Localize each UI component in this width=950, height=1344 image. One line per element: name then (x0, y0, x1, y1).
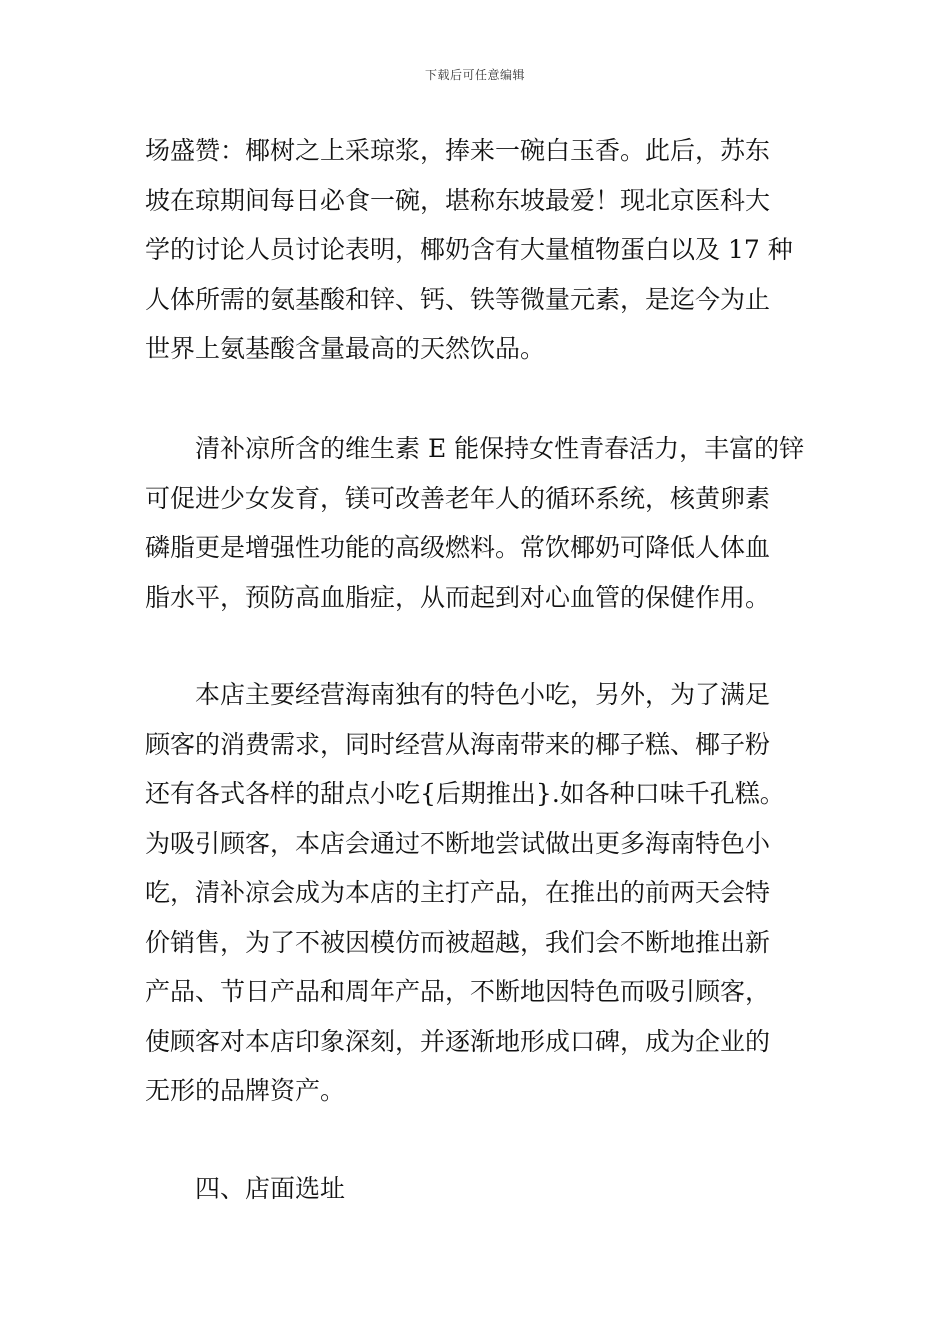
paragraph-line: 本店主要经营海南独有的特色小吃，另外，为了满足 (195, 680, 771, 709)
paragraph-line: 学的讨论人员讨论表明，椰奶含有大量植物蛋白以及 17 种 (145, 235, 793, 264)
paragraph-business-scope (145, 670, 807, 1116)
paragraph-line: 使顾客对本店印象深刻，并逐渐地形成口碑，成为企业的 (145, 1026, 771, 1056)
paragraph-line: 价销售，为了不被因模仿而被超越，我们会不断地推出新 (145, 927, 771, 957)
paragraph-line: 世界上氨基酸含量最高的天然饮品。 (145, 334, 546, 363)
paragraph-line: 无形的品牌资产。 (145, 1076, 346, 1105)
section-heading (145, 1164, 807, 1214)
paragraph-line: 脂水平，预防高血脂症，从而起到对心血管的保健作用。 (145, 582, 771, 612)
paragraph-line: 为吸引顾客，本店会通过不断地尝试做出更多海南特色小 (145, 828, 771, 858)
paragraph-line: 清补凉所含的维生素 E 能保持女性青春活力，丰富的锌 (195, 434, 805, 463)
paragraph-line: 场盛赞：椰树之上采琼浆，捧来一碗白玉香。此后，苏东 (145, 136, 771, 165)
paragraph-line: 人体所需的氨基酸和锌、钙、铁等微量元素，是迄今为止 (145, 284, 771, 314)
paragraph-line: 可促进少女发育，镁可改善老年人的循环系统，核黄卵素 (145, 483, 771, 513)
paragraph-health-benefits (145, 424, 807, 622)
paragraph-line: 顾客的消费需求，同时经营从海南带来的椰子糕、椰子粉 (145, 729, 771, 759)
paragraph-line: 吃，清补凉会成为本店的主打产品，在推出的前两天会特 (145, 878, 771, 907)
paragraph-coconut-milk-history (145, 126, 807, 374)
paragraph-line: 磷脂更是增强性功能的高级燃料。常饮椰奶可降低人体血 (145, 533, 771, 562)
paragraph-line: 产品、节日产品和周年产品，不断地因特色而吸引顾客， (145, 977, 771, 1006)
page-header-note: 下载后可任意编辑 (424, 68, 525, 82)
section-heading-text: 四、店面选址 (195, 1174, 346, 1203)
paragraph-line: 还有各式各样的甜点小吃{后期推出}.如各种口味千孔糕。 (145, 779, 785, 808)
paragraph-line: 坡在琼期间每日必食一碗，堪称东坡最爱！现北京医科大 (145, 185, 771, 215)
